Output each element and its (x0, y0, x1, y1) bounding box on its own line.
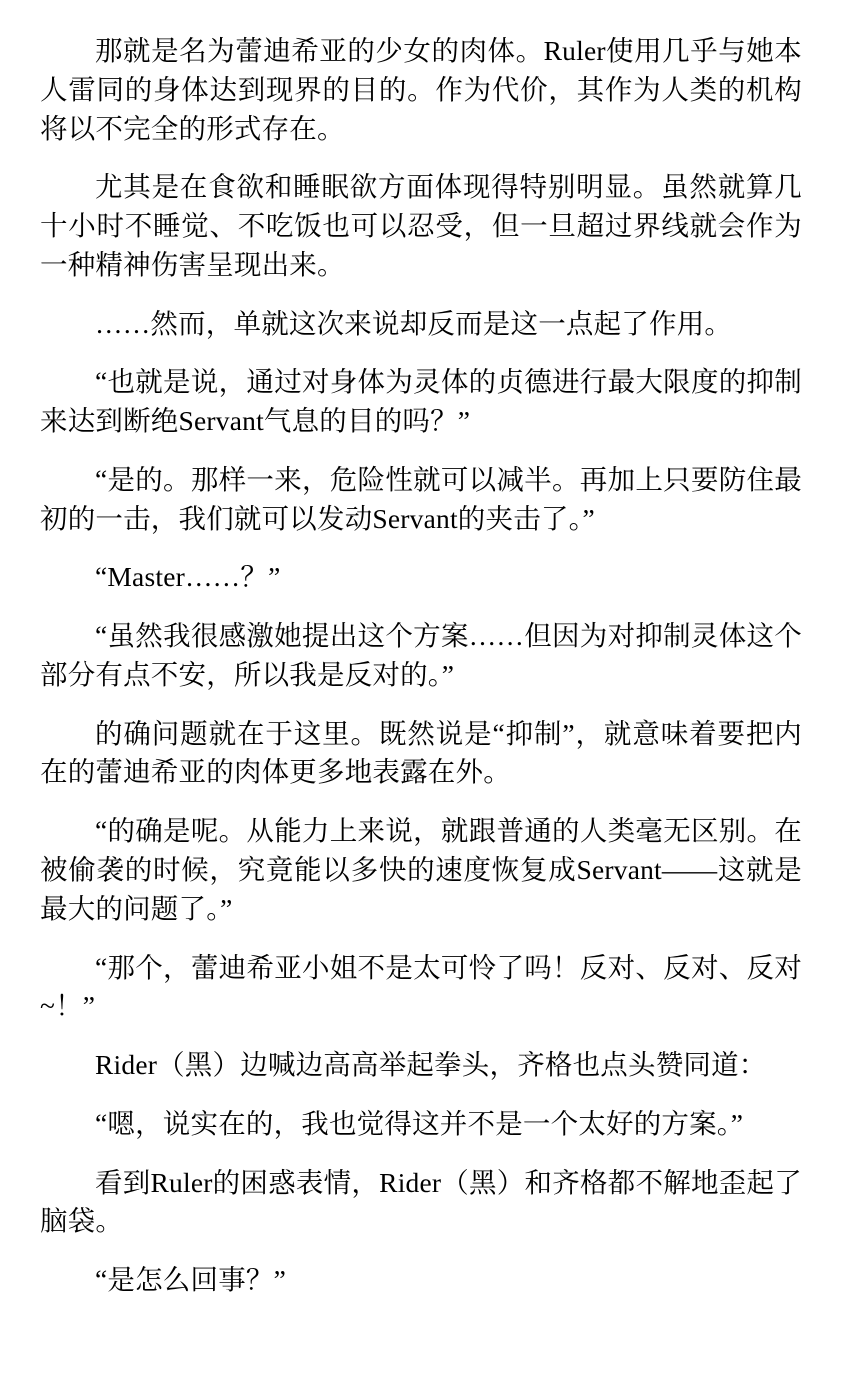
paragraph: ……然而，单就这次来说却反而是这一点起了作用。 (95, 307, 733, 339)
paragraph: “虽然我很感激她提出这个方案……但因为对抑制灵体这个部分有点不安，所以我是反对的。” (40, 620, 802, 690)
paragraph: “的确是呢。从能力上来说，就跟普通的人类毫无区别。在被偷袭的时候，究竟能以多快的速度恢复成Servant——这就是最大的问题了。” (40, 815, 802, 924)
paragraph: “那个，蕾迪希亚小姐不是太可怜了吗！反对、反对、反对~！” (40, 951, 802, 1022)
paragraph: “也就是说，通过对身体为灵体的贞德进行最大限度的抑制来达到断绝Servant气息的目的吗？” (40, 366, 802, 437)
paragraph: “嗯，说实在的，我也觉得这并不是一个太好的方案。” (95, 1107, 744, 1139)
paragraph: “Master……？” (95, 561, 281, 593)
paragraph: “是的。那样一来，危险性就可以减半。再加上只要防住最初的一击，我们就可以发动Servant的夹击了。” (40, 463, 802, 534)
paragraph: Rider（黑）边喊边高高举起拳头，齐格也点头赞同道： (95, 1049, 767, 1081)
paragraph: 的确问题就在于这里。既然说是“抑制”，就意味着要把内在的蕾迪希亚的肉体更多地表露在外。 (40, 717, 802, 788)
paragraph: 尤其是在食欲和睡眠欲方面体现得特别明显。虽然就算几十小时不睡觉、不吃饭也可以忍受，但一旦超过界线就会作为一种精神伤害呈现出来。 (40, 171, 802, 280)
paragraph: 那就是名为蕾迪希亚的少女的肉体。Ruler使用几乎与她本人雷同的身体达到现界的目的。作为代价，其作为人类的机构将以不完全的形式存在。 (40, 35, 802, 144)
paragraph: “是怎么回事？” (95, 1264, 287, 1296)
paragraph: 看到Ruler的困惑表情，Rider（黑）和齐格都不解地歪起了脑袋。 (40, 1166, 802, 1237)
